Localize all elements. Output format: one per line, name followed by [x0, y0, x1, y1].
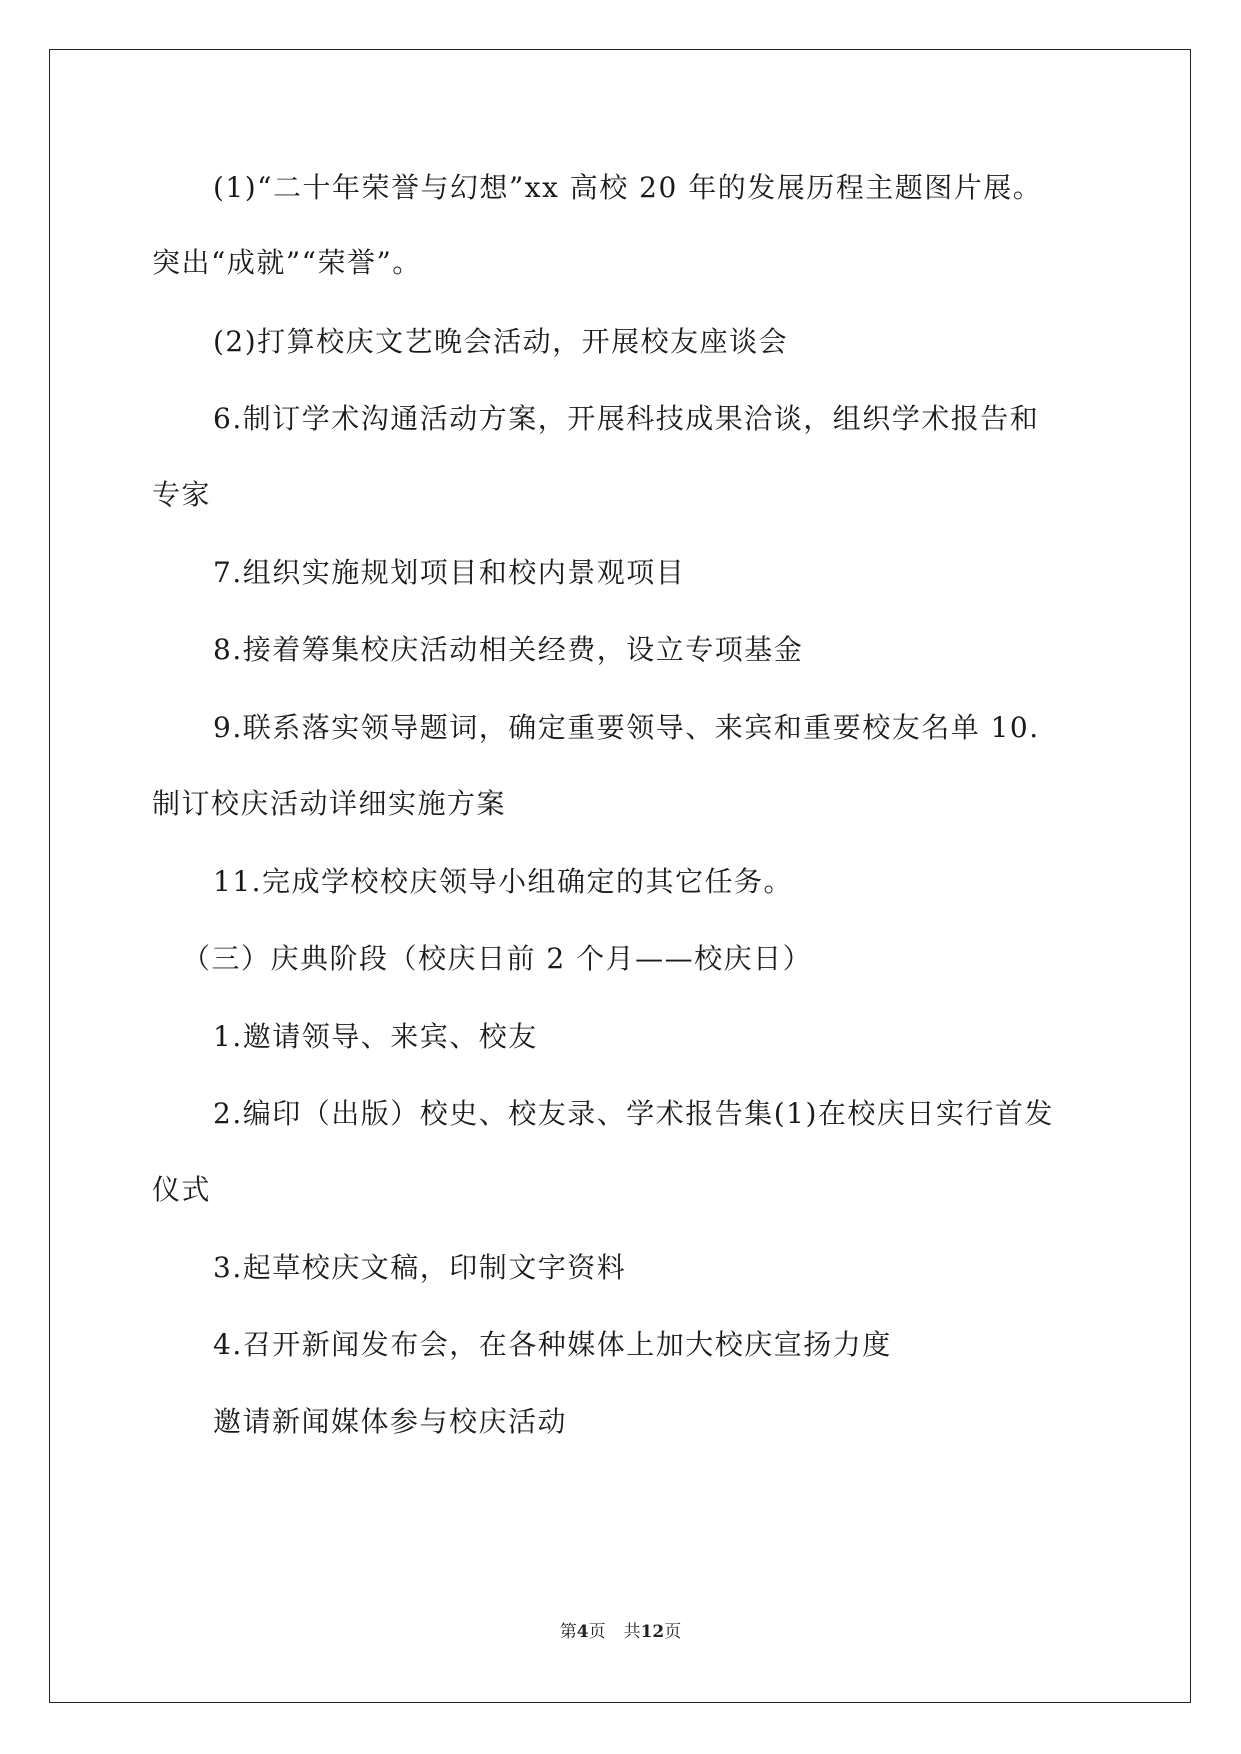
page-suffix: 页: [588, 1622, 606, 1642]
text-line: 11.完成学校校庆领导小组确定的其它任务。: [213, 865, 794, 898]
text-line: 1.邀请领导、来宾、校友: [213, 1020, 538, 1053]
text-line: 专家: [152, 478, 212, 511]
text-line: 6.制订学术沟通活动方案，开展科技成果洽谈，组织学术报告和: [213, 402, 1040, 435]
text-line: 突出“成就”“荣誉”。: [152, 246, 422, 279]
text-line: 4.召开新闻发布会，在各种媒体上加大校庆宣扬力度: [213, 1328, 892, 1361]
page-prefix: 第: [559, 1622, 577, 1642]
text-line: 邀请新闻媒体参与校庆活动: [213, 1405, 568, 1438]
total-suffix: 页: [664, 1622, 682, 1642]
text-line: 7.组织实施规划项目和校内景观项目: [213, 556, 686, 589]
text-line: (1)“二十年荣誉与幻想”xx 高校 20 年的发展历程主题图片展。: [213, 171, 1043, 204]
text-line: (2)打算校庆文艺晚会活动，开展校友座谈会: [213, 325, 789, 358]
text-line: 8.接着筹集校庆活动相关经费，设立专项基金: [213, 633, 804, 666]
text-line: 3.起草校庆文稿，印制文字资料: [213, 1251, 627, 1284]
total-pages: 12: [640, 1622, 665, 1642]
page-footer: [0, 1617, 1241, 1642]
text-line: 2.编印（出版）校史、校友录、学术报告集(1)在校庆日实行首发: [213, 1097, 1054, 1130]
page-number: 4: [576, 1622, 589, 1642]
text-line: 制订校庆活动详细实施方案: [152, 787, 507, 820]
section-heading: （三）庆典阶段（校庆日前 2 个月——校庆日）: [182, 942, 813, 975]
text-line: 仪式: [152, 1173, 212, 1206]
text-line: 9.联系落实领导题词，确定重要领导、来宾和重要校友名单 10.: [213, 711, 1040, 744]
total-prefix: 共: [623, 1622, 641, 1642]
